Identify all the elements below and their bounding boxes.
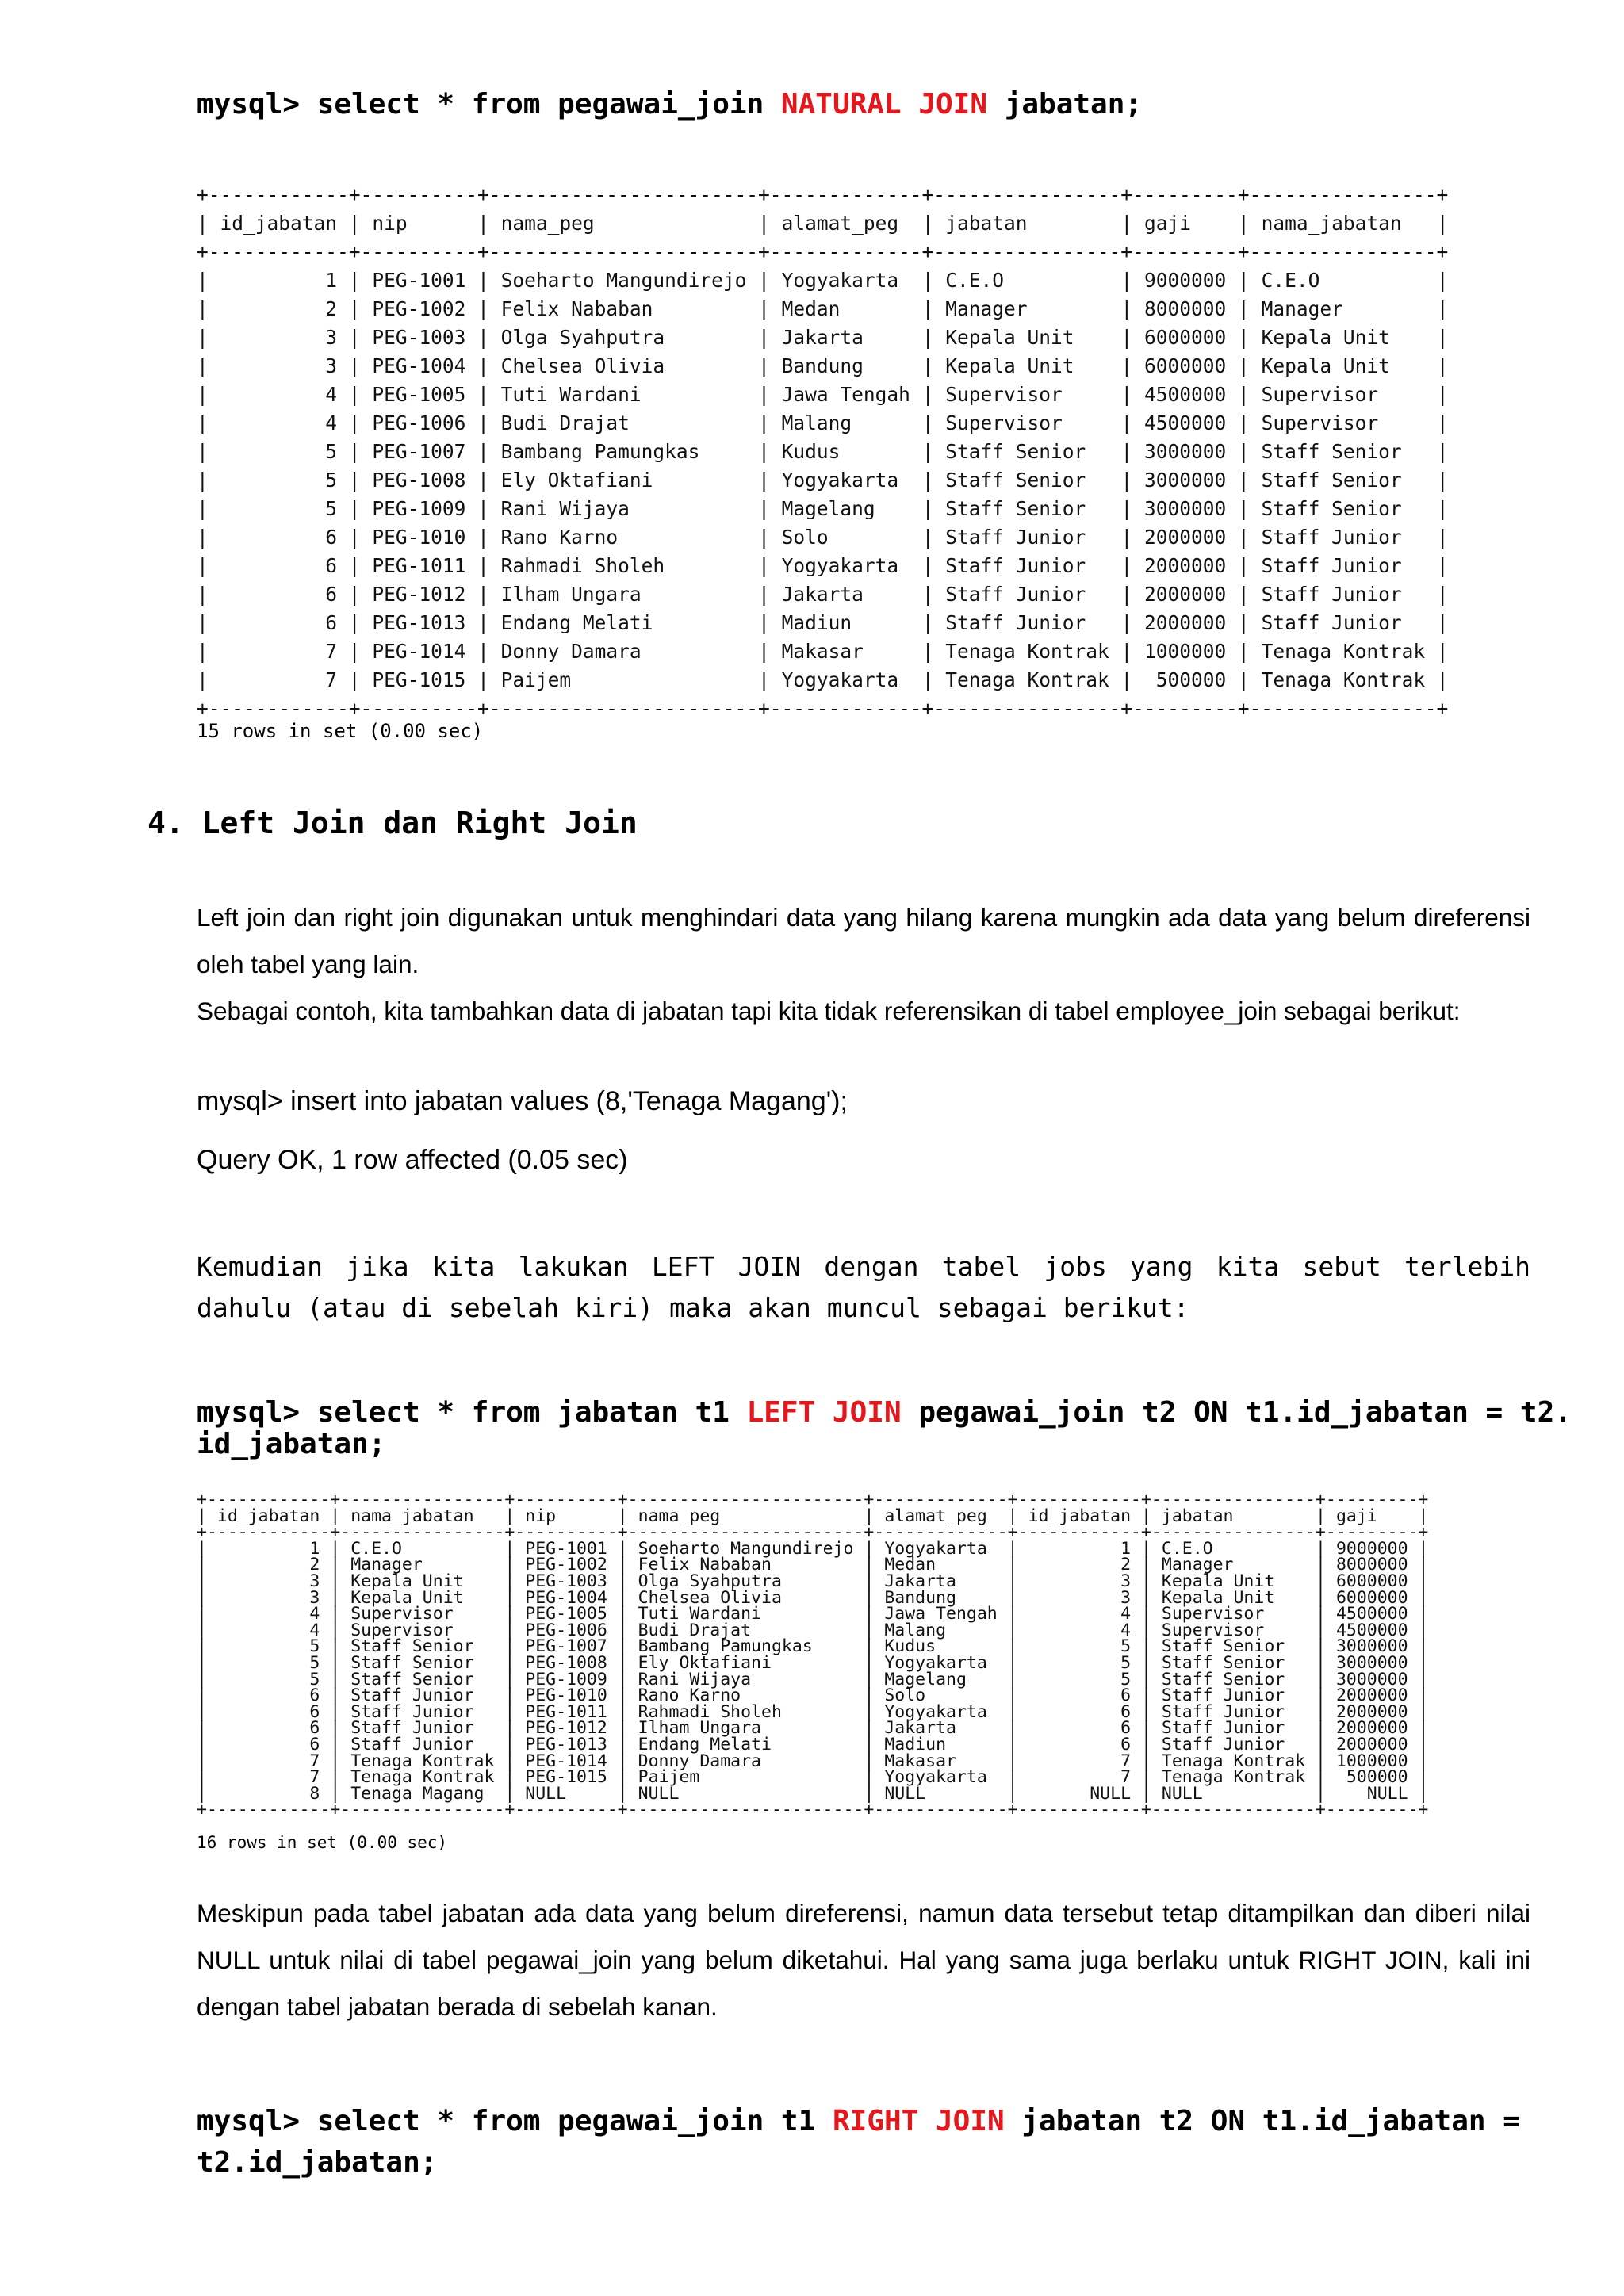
table-cell: 3 [216,1587,320,1608]
table-cell: 6000000 [1144,326,1227,349]
table-cell: 4 [1028,1620,1132,1640]
table-cell: Yogyakarta [884,1538,998,1559]
table-cell: 7 [1028,1751,1132,1771]
table-cell: Staff Senior [945,497,1109,520]
table-cell: 500000 [1335,1767,1408,1788]
table-cell: 4500000 [1335,1620,1408,1640]
table-cell: 3000000 [1335,1636,1408,1657]
table-cell: Jawa Tengah [884,1604,998,1624]
query-right-join [197,2101,1520,2183]
column-header: nip [372,212,466,235]
table-cell: Kepala Unit [945,326,1109,349]
table-cell: PEG-1006 [372,411,466,434]
natural-join-result-table: +------------+----------+-----------------------+-------------+----------------+---------+----------------+ | id_jabatan | nip | nama_peg | alamat_peg | jabatan | gaji | nama_jabatan | +------------+----------+-----------------------+-------------+----------------+---------+----------------+ | 1 | PEG-1001 | Soeharto Mangundirejo | Yogyakarta | C.E.O | 9000000 | C.E.O | | 2 | PEG-1002 | Felix Nababan | Medan | Manager | 8000000 | Manager | | 3 | PEG-1003 | Olga Syahputra | Jakarta | Kepala Unit | 6000000 | Kepala Unit | | 3 | PEG-1004 | Chelsea Olivia | Bandung | Kepala Unit | 6000000 | Kepala Unit | | 4 | PEG-1005 | Tuti Wardani | Jawa Tengah | Supervisor | 4500000 | Supervisor | | 4 | PEG-1006 | Budi Drajat | Malang | Supervisor | 4500000 | Supervisor | | 5 | PEG-1007 | Bambang Pamungkas | Kudus | Staff Senior | 3000000 | Staff Senior | | 5 | PEG-1008 | Ely Oktafiani | Yogyakarta | Staff Senior | 3000000 | Staff Senior | | 5 | PEG-1009 | Rani Wijaya | Magelang | Staff Senior | 3000000 | Staff Senior | | 6 | PEG-1010 | Rano Karno | Solo | Staff Junior | 2000000 | Staff Junior | | 6 | PEG-1011 | Rahmadi Sholeh | Yogyakarta | Staff Junior | 2000000 | Staff Junior | | 6 | PEG-1012 | Ilham Ungara | Jakarta | Staff Junior | 2000000 | Staff Junior | | 6 | PEG-1013 | Endang Melati | Madiun | Staff Junior | 2000000 | Staff Junior | | 7 | PEG-1014 | Donny Damara | Makasar | Tenaga Kontrak | 1000000 | Tenaga Kontrak | | 7 | PEG-1015 | Paijem | Yogyakarta | Tenaga Kontrak | 500000 | Tenaga Kontrak | +------------+----------+-----------------------+-------------+----------------+---------+----------------+ [197,183,1449,720]
table-cell: Tenaga Kontrak [945,640,1109,663]
column-header: nama_jabatan [350,1506,495,1526]
table-cell: Supervisor [1161,1604,1306,1624]
table-cell: PEG-1013 [525,1734,607,1755]
table-cell: NULL [1161,1783,1306,1804]
table-cell: Tenaga Kontrak [350,1751,495,1771]
table-cell: Olga Syahputra [500,326,747,349]
table-cell: Madiun [884,1734,998,1755]
table-cell: 3000000 [1144,497,1227,520]
table-cell: 1 [216,1538,320,1559]
table-cell: 2000000 [1335,1718,1408,1739]
table-cell: 6 [216,1734,320,1755]
table-cell: 4 [1028,1604,1132,1624]
table-cell: Magelang [781,497,910,520]
table-cell: C.E.O [1161,1538,1306,1559]
table-cell: Tenaga Kontrak [1261,640,1426,663]
table-cell: 5 [220,469,338,492]
table-cell: Staff Junior [1161,1686,1306,1706]
table-cell: Supervisor [945,383,1109,406]
table-cell: 5 [216,1652,320,1673]
table-cell: Yogyakarta [781,554,910,577]
table-cell: Supervisor [350,1620,495,1640]
table-cell: Staff Senior [945,440,1109,463]
table-cell: 3 [220,326,338,349]
table-cell: Rani Wijaya [500,497,747,520]
table-cell: Tuti Wardani [638,1604,854,1624]
rows-in-set-2: 16 rows in set (0.00 sec) [197,1833,448,1852]
table-cell: 9000000 [1335,1538,1408,1559]
table-cell: Tenaga Kontrak [1161,1751,1306,1771]
table-cell: Soeharto Mangundirejo [638,1538,854,1559]
table-cell: Staff Junior [1261,611,1426,634]
table-cell: Kudus [781,440,910,463]
table-cell: PEG-1012 [372,583,466,606]
table-cell: Medan [884,1555,998,1575]
table-cell: Staff Junior [945,554,1109,577]
table-cell: Ely Oktafiani [638,1652,854,1673]
table-cell: 8 [216,1783,320,1804]
table-cell: 6 [216,1686,320,1706]
table-cell: PEG-1004 [372,354,466,377]
table-cell: NULL [525,1783,607,1804]
table-cell: 3000000 [1335,1669,1408,1689]
table-cell: Malang [781,411,910,434]
table-cell: Tenaga Magang [350,1783,495,1804]
table-cell: PEG-1012 [525,1718,607,1739]
table-cell: Staff Senior [350,1652,495,1673]
table-cell: Yogyakarta [781,269,910,292]
table-cell: 2000000 [1335,1701,1408,1722]
table-cell: Tuti Wardani [500,383,747,406]
table-cell: Magelang [884,1669,998,1689]
table-cell: Tenaga Kontrak [1161,1767,1306,1788]
table-cell: Kepala Unit [1161,1571,1306,1591]
table-cell: 2000000 [1335,1686,1408,1706]
column-header: gaji [1335,1506,1408,1526]
table-cell: Chelsea Olivia [500,354,747,377]
table-cell: PEG-1008 [372,469,466,492]
table-cell: Donny Damara [638,1751,854,1771]
table-cell: PEG-1011 [372,554,466,577]
table-cell: PEG-1005 [372,383,466,406]
table-cell: 7 [1028,1767,1132,1788]
table-cell: 6 [220,611,338,634]
table-cell: Endang Melati [500,611,747,634]
table-cell: 6000000 [1335,1571,1408,1591]
table-cell: 4500000 [1144,383,1227,406]
table-cell: 1 [1028,1538,1132,1559]
table-cell: 2000000 [1144,583,1227,606]
table-cell: Staff Junior [350,1686,495,1706]
table-cell: NULL [884,1783,998,1804]
table-cell: 4 [220,411,338,434]
table-cell: Staff Junior [1261,583,1426,606]
table-cell: 2000000 [1144,611,1227,634]
table-cell: C.E.O [1261,269,1426,292]
table-cell: Staff Junior [1161,1701,1306,1722]
query-natural-join [197,89,1142,121]
section-heading: 4. Left Join dan Right Join [147,806,638,840]
table-cell: PEG-1001 [525,1538,607,1559]
table-cell: 6 [1028,1701,1132,1722]
table-cell: 1 [220,269,338,292]
table-cell: PEG-1015 [525,1767,607,1788]
query-prefix: mysql> select * from pegawai_join t1 [197,2105,833,2137]
table-cell: 3000000 [1144,469,1227,492]
table-cell: Yogyakarta [781,469,910,492]
table-cell: Tenaga Kontrak [1261,668,1426,691]
table-cell: PEG-1011 [525,1701,607,1722]
table-cell: Kudus [884,1636,998,1657]
table-cell: Ilham Ungara [500,583,747,606]
table-cell: 2 [216,1555,320,1575]
left-join-result-table: +------------+----------------+----------+-----------------------+-------------+------------+----------------+---------+ | id_jabatan | nama_jabatan | nip | nama_peg | alamat_peg | id_jabatan | jabatan | gaji | +------------+----------------+----------+-----------------------+-------------+------------+----------------+---------+ | 1 | C.E.O | PEG-1001 | Soeharto Mangundirejo | Yogyakarta | 1 | C.E.O | 9000000 | | 2 | Manager | PEG-1002 | Felix Nababan | Medan | 2 | Manager | 8000000 | | 3 | Kepala Unit | PEG-1003 | Olga Syahputra | Jakarta | 3 | Kepala Unit | 6000000 | | 3 | Kepala Unit | PEG-1004 | Chelsea Olivia | Bandung | 3 | Kepala Unit | 6000000 | | 4 | Supervisor | PEG-1005 | Tuti Wardani | Jawa Tengah | 4 | Supervisor | 4500000 | | 4 | Supervisor | PEG-1006 | Budi Drajat | Malang | 4 | Supervisor | 4500000 | | 5 | Staff Senior | PEG-1007 | Bambang Pamungkas | Kudus | 5 | Staff Senior | 3000000 | | 5 | Staff Senior | PEG-1008 | Ely Oktafiani | Yogyakarta | 5 | Staff Senior | 3000000 | | 5 | Staff Senior | PEG-1009 | Rani Wijaya | Magelang | 5 | Staff Senior | 3000000 | | 6 | Staff Junior | PEG-1010 | Rano Karno | Solo | 6 | Staff Junior | 2000000 | | 6 | Staff Junior | PEG-1011 | Rahmadi Sholeh | Yogyakarta | 6 | Staff Junior | 2000000 | | 6 | Staff Junior | PEG-1012 | Ilham Ungara | Jakarta | 6 | Staff Junior | 2000000 | | 6 | Staff Junior | PEG-1013 | Endang Melati | Madiun | 6 | Staff Junior | 2000000 | | 7 | Tenaga Kontrak | PEG-1014 | Donny Damara | Makasar | 7 | Tenaga Kontrak | 1000000 | | 7 | Tenaga Kontrak | PEG-1015 | Paijem | Yogyakarta | 7 | Tenaga Kontrak | 500000 | | 8 | Tenaga Magang | NULL | NULL | NULL | NULL | NULL | NULL | +------------+----------------+----------+-----------------------+-------------+------------+----------------+---------+ [197,1490,1429,1820]
table-cell: Staff Senior [1261,440,1426,463]
table-cell: 5 [216,1636,320,1657]
table-cell: 6 [220,583,338,606]
table-cell: Felix Nababan [500,297,747,320]
query-suffix: pegawai_join t2 ON t1.id_jabatan = t2. id_jabatan; [197,1396,1572,1460]
table-cell: Solo [884,1686,998,1706]
table-cell: Olga Syahputra [638,1571,854,1591]
table-cell: Jakarta [884,1571,998,1591]
table-cell: Staff Junior [1161,1734,1306,1755]
table-cell: Soeharto Mangundirejo [500,269,747,292]
table-cell: 4 [216,1620,320,1640]
table-cell: Staff Senior [350,1669,495,1689]
table-cell: 2000000 [1144,554,1227,577]
table-cell: Yogyakarta [884,1652,998,1673]
query-ok-message: Query OK, 1 row affected (0.05 sec) [197,1145,628,1175]
table-cell: 5 [216,1669,320,1689]
table-cell: Tenaga Kontrak [945,668,1109,691]
query-prefix: mysql> select * from pegawai_join [197,88,781,121]
table-cell: 7 [216,1751,320,1771]
table-cell: Jawa Tengah [781,383,910,406]
table-cell: PEG-1007 [372,440,466,463]
table-cell: 4 [216,1604,320,1624]
table-cell: PEG-1009 [525,1669,607,1689]
table-cell: 3000000 [1144,440,1227,463]
table-cell: Bandung [884,1587,998,1608]
table-cell: Paijem [500,668,747,691]
table-cell: Supervisor [1261,411,1426,434]
paragraph-intro: Left join dan right join digunakan untuk menghindari data yang hilang karena mungkin ada data yang belum direferensi oleh tabel yang lain. [197,903,1530,978]
table-cell: Budi Drajat [500,411,747,434]
table-cell: Rano Karno [500,526,747,549]
table-cell: Paijem [638,1767,854,1788]
table-cell: PEG-1003 [525,1571,607,1591]
table-cell: Staff Junior [945,583,1109,606]
table-cell: Kepala Unit [350,1571,495,1591]
table-cell: Supervisor [1261,383,1426,406]
table-cell: Ilham Ungara [638,1718,854,1739]
table-cell: Staff Senior [1261,469,1426,492]
column-header: id_jabatan [1028,1506,1132,1526]
table-cell: C.E.O [945,269,1109,292]
table-cell: Supervisor [1161,1620,1306,1640]
table-cell: Tenaga Kontrak [350,1767,495,1788]
column-header: nip [525,1506,607,1526]
table-cell: Yogyakarta [884,1767,998,1788]
table-cell: 1000000 [1335,1751,1408,1771]
table-cell: PEG-1002 [372,297,466,320]
table-cell: Staff Junior [1161,1718,1306,1739]
table-cell: Rano Karno [638,1686,854,1706]
table-cell: Kepala Unit [945,354,1109,377]
table-cell: 8000000 [1335,1555,1408,1575]
table-cell: Staff Senior [1161,1669,1306,1689]
table-cell: Manager [1261,297,1426,320]
table-cell: Staff Junior [350,1734,495,1755]
table-cell: NULL [1335,1783,1408,1804]
table-cell: Bandung [781,354,910,377]
table-cell: 4 [220,383,338,406]
paragraph-left-join: Kemudian jika kita lakukan LEFT JOIN dengan tabel jobs yang kita sebut terlebih dahulu (atau di sebelah kiri) maka akan muncul sebagai berikut: [197,1251,1530,1323]
table-cell: PEG-1015 [372,668,466,691]
table-cell: Staff Senior [945,469,1109,492]
table-cell: PEG-1007 [525,1636,607,1657]
table-cell: 7 [220,640,338,663]
column-header: id_jabatan [216,1506,320,1526]
table-cell: Chelsea Olivia [638,1587,854,1608]
table-cell: 4500000 [1335,1604,1408,1624]
query-keyword: LEFT JOIN [746,1396,902,1429]
table-cell: C.E.O [350,1538,495,1559]
table-cell: Donny Damara [500,640,747,663]
table-cell: PEG-1002 [525,1555,607,1575]
table-cell: Staff Senior [1161,1636,1306,1657]
paragraph-example: Sebagai contoh, kita tambahkan data di jabatan tapi kita tidak referensikan di tabel employee_join sebagai berikut: [197,997,1461,1025]
table-cell: 2000000 [1335,1734,1408,1755]
table-cell: Solo [781,526,910,549]
table-cell: 6 [1028,1686,1132,1706]
table-cell: 6 [1028,1734,1132,1755]
column-header: id_jabatan [220,212,338,235]
table-cell: Makasar [884,1751,998,1771]
table-cell: Makasar [781,640,910,663]
table-cell: 6 [220,526,338,549]
query-prefix: mysql> select * from jabatan t1 [197,1396,747,1429]
table-cell: 3 [1028,1587,1132,1608]
table-cell: 6 [220,554,338,577]
table-cell: Staff Senior [350,1636,495,1657]
table-cell: Ely Oktafiani [500,469,747,492]
table-cell: Staff Senior [1261,497,1426,520]
table-cell: Madiun [781,611,910,634]
query-keyword: NATURAL JOIN [780,88,988,121]
table-cell: Kepala Unit [1161,1587,1306,1608]
table-cell: 1000000 [1144,640,1227,663]
table-cell: Staff Junior [350,1718,495,1739]
table-cell: Bambang Pamungkas [638,1636,854,1657]
table-cell: NULL [1028,1783,1132,1804]
table-cell: 3 [220,354,338,377]
table-cell: Manager [1161,1555,1306,1575]
table-cell: Staff Junior [1261,526,1426,549]
table-cell: Manager [945,297,1109,320]
table-cell: 3 [216,1571,320,1591]
table-cell: PEG-1004 [525,1587,607,1608]
query-keyword: RIGHT JOIN [832,2105,1005,2137]
table-cell: Endang Melati [638,1734,854,1755]
table-cell: Malang [884,1620,998,1640]
column-header: nama_peg [638,1506,854,1526]
table-cell: Yogyakarta [781,668,910,691]
table-cell: PEG-1014 [372,640,466,663]
table-cell: Kepala Unit [1261,354,1426,377]
table-cell: 6 [216,1701,320,1722]
table-cell: Jakarta [781,583,910,606]
table-cell: Staff Senior [1161,1652,1306,1673]
table-cell: Rahmadi Sholeh [638,1701,854,1722]
table-cell: PEG-1010 [525,1686,607,1706]
table-cell: 5 [1028,1669,1132,1689]
table-cell: 7 [220,668,338,691]
table-cell: 5 [220,440,338,463]
table-cell: Rahmadi Sholeh [500,554,747,577]
table-cell: 2 [220,297,338,320]
table-cell: Kepala Unit [1261,326,1426,349]
column-header: nama_jabatan [1261,212,1426,235]
table-cell: 5 [1028,1652,1132,1673]
table-cell: PEG-1005 [525,1604,607,1624]
table-cell: PEG-1013 [372,611,466,634]
table-cell: Staff Junior [350,1701,495,1722]
table-cell: 9000000 [1144,269,1227,292]
table-cell: 5 [220,497,338,520]
table-cell: PEG-1001 [372,269,466,292]
column-header: alamat_peg [884,1506,998,1526]
table-cell: Staff Junior [945,526,1109,549]
query-suffix: jabatan t2 ON t1.id_jabatan = t2.id_jabatan; [197,2105,1520,2179]
query-left-join [197,1397,1572,1460]
table-cell: NULL [638,1783,854,1804]
table-cell: 3000000 [1335,1652,1408,1673]
table-cell: Manager [350,1555,495,1575]
table-cell: Staff Junior [1261,554,1426,577]
table-cell: 7 [216,1767,320,1788]
table-cell: PEG-1008 [525,1652,607,1673]
table-cell: Jakarta [884,1718,998,1739]
column-header: alamat_peg [781,212,910,235]
table-cell: Rani Wijaya [638,1669,854,1689]
column-header: jabatan [1161,1506,1306,1526]
table-cell: Jakarta [781,326,910,349]
table-cell: 6000000 [1335,1587,1408,1608]
table-cell: Kepala Unit [350,1587,495,1608]
table-cell: 4500000 [1144,411,1227,434]
paragraph-explanation: Meskipun pada tabel jabatan ada data yang belum direferensi, namun data tersebut tetap ditampilkan dan diberi nilai NULL untuk nilai di tabel pegawai_join yang belum diketahui. Hal yang sama juga berlaku untuk RIGHT JOIN, kali ini dengan tabel jabatan berada di sebelah kanan. [197,1899,1530,2021]
table-cell: 6 [1028,1718,1132,1739]
table-cell: Medan [781,297,910,320]
table-cell: 3 [1028,1571,1132,1591]
rows-in-set-1: 15 rows in set (0.00 sec) [197,720,484,742]
insert-command: mysql> insert into jabatan values (8,'Tenaga Magang'); [197,1086,848,1116]
column-header: nama_peg [500,212,747,235]
table-cell: Felix Nababan [638,1555,854,1575]
query-suffix: jabatan; [987,88,1143,121]
table-cell: 8000000 [1144,297,1227,320]
table-cell: 500000 [1144,668,1227,691]
table-cell: Supervisor [945,411,1109,434]
table-cell: PEG-1009 [372,497,466,520]
column-header: gaji [1144,212,1227,235]
column-header: jabatan [945,212,1109,235]
table-cell: 6 [216,1718,320,1739]
table-cell: 2000000 [1144,526,1227,549]
table-cell: PEG-1003 [372,326,466,349]
table-cell: Staff Junior [945,611,1109,634]
table-cell: 6000000 [1144,354,1227,377]
table-cell: 5 [1028,1636,1132,1657]
table-cell: PEG-1010 [372,526,466,549]
table-cell: 2 [1028,1555,1132,1575]
table-cell: Budi Drajat [638,1620,854,1640]
table-cell: Bambang Pamungkas [500,440,747,463]
table-cell: Supervisor [350,1604,495,1624]
table-cell: PEG-1006 [525,1620,607,1640]
table-cell: Yogyakarta [884,1701,998,1722]
table-cell: PEG-1014 [525,1751,607,1771]
